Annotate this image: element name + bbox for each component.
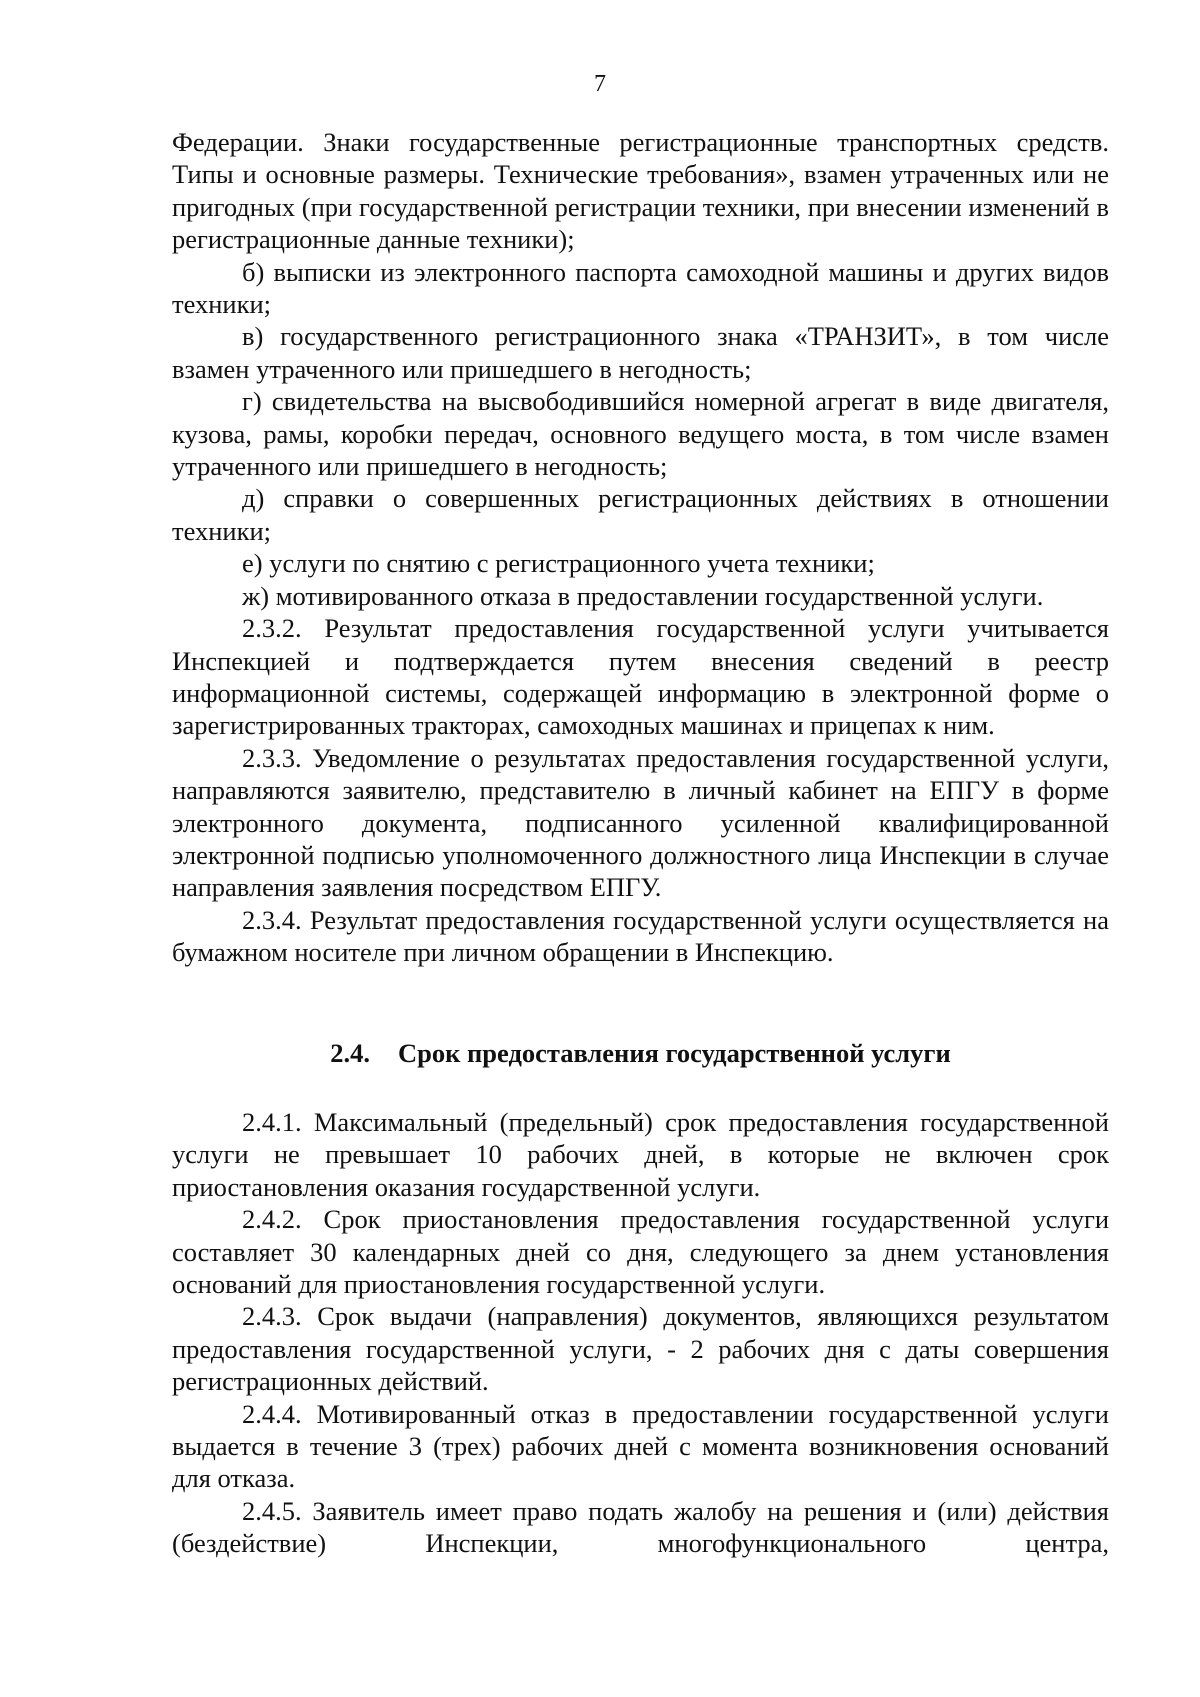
- page-number: 7: [594, 71, 606, 97]
- paragraph-2-3-4: 2.3.4. Результат предоставления государственной услуги осуществляется на бумажном носителе при личном обращении в Инспекцию.: [172, 904, 1109, 968]
- section-heading-number: 2.4.: [330, 1037, 371, 1068]
- document-body: [172, 126, 1109, 1560]
- list-item-d: д) справки о совершенных регистрационных действиях в отношении техники;: [172, 483, 1109, 546]
- paragraph-2-4-5: 2.4.5. Заявитель имеет право подать жалобу на решения и (или) действия (бездействие) Инспекции, многофункционального центра,: [172, 1495, 1109, 1559]
- paragraph-2-4-3: 2.4.3. Срок выдачи (направления) документов, являющихся результатом предоставления государственной услуги, - 2 рабочих дня с даты совершения регистрационных действий.: [172, 1301, 1109, 1397]
- paragraph-2-4-2: 2.4.2. Срок приостановления предоставления государственной услуги составляет 30 календарных дней со дня, следующего за днем установления оснований для приостановления государственной услуги.: [172, 1204, 1109, 1299]
- paragraph-2-3-3: 2.3.3. Уведомление о результатах предоставления государственной услуги, направляются заявителю, представителю в личный кабинет на ЕПГУ в форме электронного документа, подписанного усиленной квалифицированной электронной подписью уполномоченного должностного лица Инспекции в случае направления заявления посредством ЕПГУ.: [172, 742, 1109, 903]
- paragraph-2-3-2: 2.3.2. Результат предоставления государственной услуги учитывается Инспекцией и подтверждается путем внесения сведений в реестр информационной системы, содержащей информацию в электронной форме о зарегистрированных тракторах, самоходных машинах и прицепах к ним.: [172, 613, 1109, 741]
- list-item-e: е) услуги по снятию с регистрационного учета техники;: [242, 548, 875, 579]
- list-item-b: б) выписки из электронного паспорта самоходной машины и других видов техники;: [172, 256, 1109, 320]
- list-item-zh: ж) мотивированного отказа в предоставлении государственной услуги.: [242, 580, 1044, 611]
- paragraph-continuation: Федерации. Знаки государственные регистрационные транспортных средств. Типы и основные размеры. Технические требования», взамен утраченных или не пригодных (при государственной регистрации техники, при внесении изменений в регистрационные данные техники);: [172, 127, 1109, 255]
- list-item-v: в) государственного регистрационного знака «ТРАНЗИТ», в том числе взамен утраченного или пришедшего в негодность;: [172, 321, 1109, 384]
- list-item-g: г) свидетельства на высвободившийся номерной агрегат в виде двигателя, кузова, рамы, коробки передач, основного ведущего моста, в том числе взамен утраченного или пришедшего в негодность;: [172, 386, 1109, 482]
- paragraph-2-4-4: 2.4.4. Мотивированный отказ в предоставлении государственной услуги выдается в течение 3 (трех) рабочих дней с момента возникновения оснований для отказа.: [172, 1398, 1109, 1494]
- section-heading-title: Срок предоставления государственной услуги: [398, 1037, 951, 1068]
- paragraph-2-4-1: 2.4.1. Максимальный (предельный) срок предоставления государственной услуги не превышает 10 рабочих дней, в которые не включен срок приостановления оказания государственной услуги.: [172, 1106, 1109, 1202]
- section-heading: [172, 1037, 1109, 1069]
